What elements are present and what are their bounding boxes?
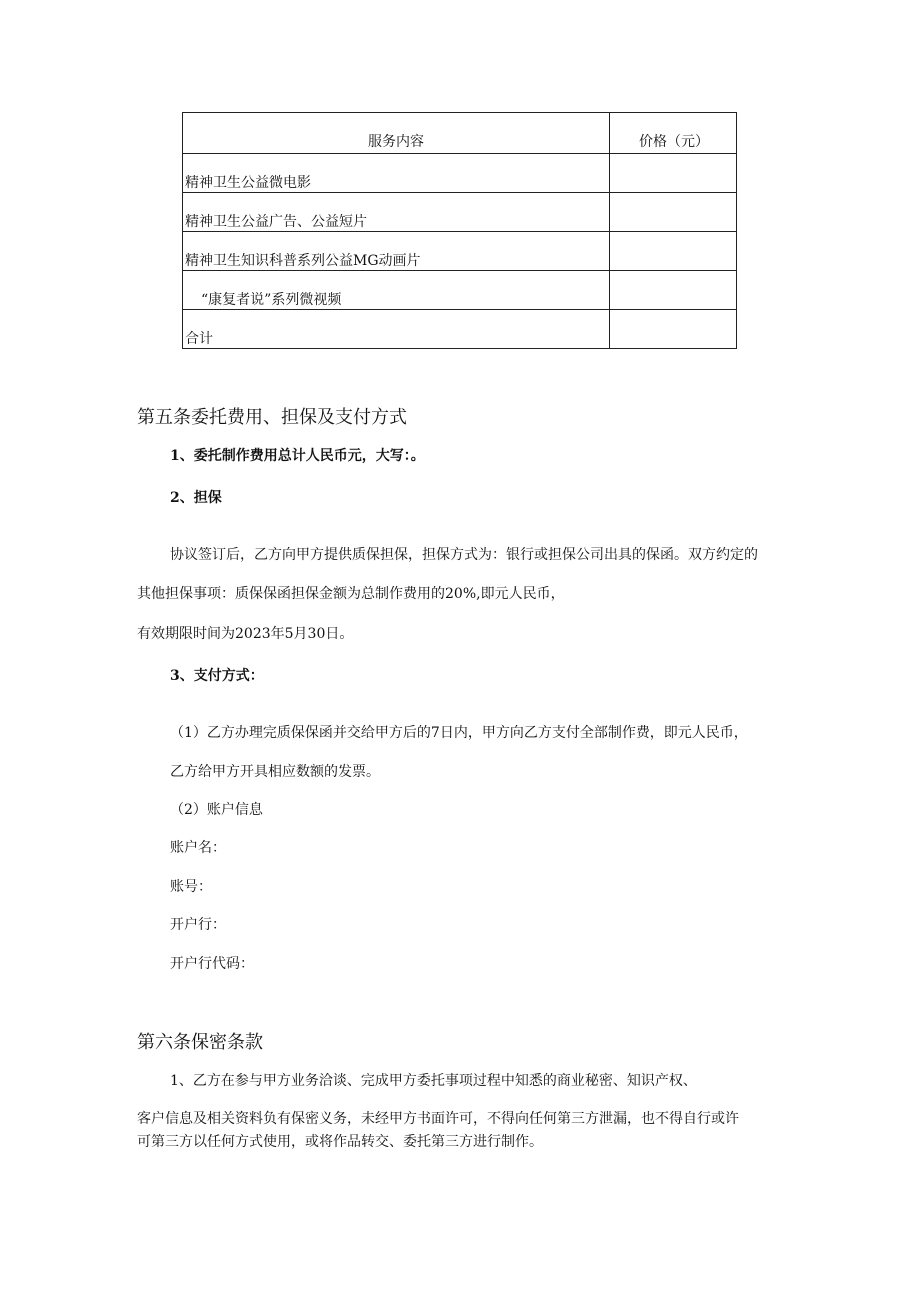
payment2: （2）账户信息 (170, 802, 263, 818)
row-content: 合计 (183, 310, 610, 349)
row-price (610, 232, 737, 271)
row-content: 精神卫生知识科普系列公益MG动画片 (183, 232, 610, 271)
row-content: 精神卫生公益广告、公益短片 (183, 193, 610, 232)
header-price: 价格（元） (610, 113, 737, 154)
table-row (183, 154, 737, 193)
row-price (610, 193, 737, 232)
payment1-line2: 乙方给甲方开具相应数额的发票。 (170, 764, 380, 780)
table-row (183, 271, 737, 310)
header-content: 服务内容 (183, 113, 610, 154)
table-row (183, 232, 737, 271)
row-price (610, 271, 737, 310)
section6-item1: 1、乙方在参与甲方业务洽谈、完成甲方委托事项过程中知悉的商业秘密、知识产权、 (170, 1073, 697, 1089)
row-price (610, 154, 737, 193)
table-row (183, 193, 737, 232)
table-header-row (183, 113, 737, 154)
section5-item1: 1、委托制作费用总计人民币元，大写：。 (170, 448, 425, 464)
section5-title: 第五条委托费用、担保及支付方式 (137, 407, 407, 428)
account-number: 账号： (170, 879, 212, 895)
section5-item2: 2、担保 (170, 490, 222, 506)
account-name: 账户名： (170, 840, 226, 856)
guarantee-line3: 有效期限时间为2023年5月30日。 (137, 626, 354, 642)
bank-code: 开户行代码： (170, 956, 254, 972)
section6-item1-line2: 客户信息及相关资料负有保密义务，未经甲方书面许可，不得向任何第三方泄漏，也不得自行或许 (137, 1111, 739, 1127)
payment1-line1: （1）乙方办理完质保保函并交给甲方后的7日内，甲方向乙方支付全部制作费，即元人民币， (170, 725, 748, 741)
section6-title: 第六条保密条款 (137, 1032, 263, 1053)
row-content: 精神卫生公益微电影 (183, 154, 610, 193)
guarantee-line2: 其他担保事项：质保保函担保金额为总制作费用的20%,即元人民币， (137, 586, 565, 602)
guarantee-line1: 协议签订后，乙方向甲方提供质保担保，担保方式为：银行或担保公司出具的保函。双方约定的 (170, 547, 758, 563)
bank: 开户行： (170, 917, 226, 933)
table-row-total (183, 310, 737, 349)
section5-item3: 3、支付方式： (170, 668, 264, 684)
service-table (182, 112, 737, 349)
row-content: “康复者说”系列微视频 (183, 271, 610, 310)
section6-item1-line3: 可第三方以任何方式使用，或将作品转交、委托第三方进行制作。 (137, 1134, 543, 1150)
row-price (610, 310, 737, 349)
